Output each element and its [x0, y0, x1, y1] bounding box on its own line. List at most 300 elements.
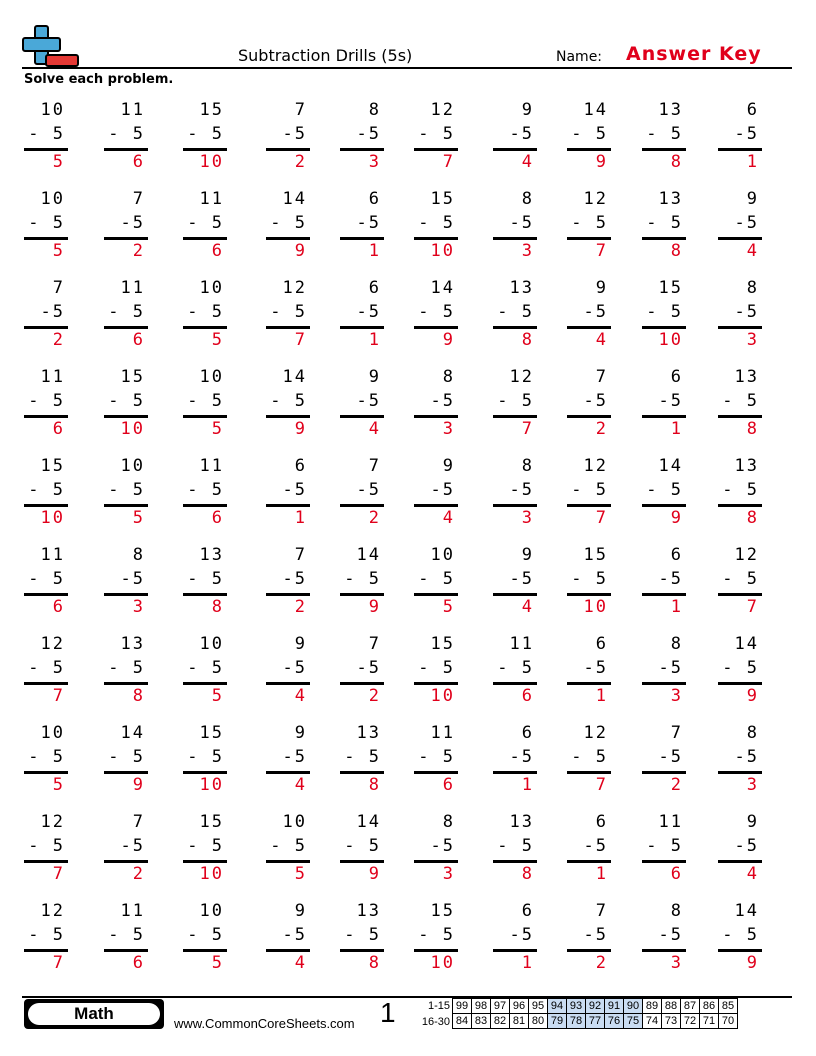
score-cell: 74: [643, 1014, 662, 1029]
score-cell: 73: [662, 1014, 681, 1029]
problem: [24, 189, 68, 269]
minuend: 8: [132, 545, 145, 565]
minuend: 9: [746, 812, 759, 832]
answer: 2: [595, 419, 608, 439]
problem: [266, 456, 310, 536]
subtrahend: - 5: [187, 925, 224, 945]
minuend: 10: [199, 634, 224, 654]
problem: [183, 278, 227, 358]
answer-line: [414, 860, 458, 863]
answer: 5: [211, 953, 224, 973]
minuend: 11: [120, 100, 145, 120]
minuend: 12: [40, 812, 65, 832]
minuend: 8: [521, 189, 534, 209]
minuend: 12: [509, 367, 534, 387]
minuend: 10: [199, 367, 224, 387]
subtrahend: - 5: [646, 480, 683, 500]
problem: [493, 812, 537, 892]
subtrahend: - 5: [108, 124, 145, 144]
answer-line: [718, 415, 762, 418]
subtrahend: - 5: [28, 569, 65, 589]
problem: [340, 367, 384, 447]
subtrahend: - 5: [187, 480, 224, 500]
minuend: 9: [294, 901, 307, 921]
answer: 8: [670, 241, 683, 261]
minuend: 8: [521, 456, 534, 476]
answer-line: [340, 949, 384, 952]
subtrahend: - 5: [722, 391, 759, 411]
problem: [493, 456, 537, 536]
problem: [718, 456, 762, 536]
problem: [493, 100, 537, 180]
problem: [104, 456, 148, 536]
subtrahend: -5: [509, 124, 534, 144]
answer: 8: [521, 864, 534, 884]
subtrahend: - 5: [418, 124, 455, 144]
answer-line: [266, 148, 310, 151]
answer-line: [567, 771, 611, 774]
answer-line: [183, 237, 227, 240]
score-cell: 94: [548, 999, 567, 1014]
problem: [567, 901, 611, 981]
answer: 7: [294, 330, 307, 350]
subtrahend: - 5: [646, 124, 683, 144]
score-cell: 93: [567, 999, 586, 1014]
answer-line: [493, 949, 537, 952]
answer: 2: [294, 597, 307, 617]
score-cell: 72: [681, 1014, 700, 1029]
minuend: 10: [199, 901, 224, 921]
subtrahend: -5: [282, 747, 307, 767]
minuend: 12: [583, 456, 608, 476]
subtrahend: - 5: [571, 747, 608, 767]
minuend: 11: [40, 367, 65, 387]
minuend: 11: [120, 901, 145, 921]
score-cell: 91: [605, 999, 624, 1014]
answer-line: [104, 860, 148, 863]
answer-line: [104, 415, 148, 418]
subtrahend: - 5: [108, 302, 145, 322]
score-cell: 98: [472, 999, 491, 1014]
answer-line: [414, 593, 458, 596]
minuend: 6: [595, 812, 608, 832]
answer-line: [642, 949, 686, 952]
answer-line: [414, 949, 458, 952]
score-cell: 78: [567, 1014, 586, 1029]
answer: 3: [442, 864, 455, 884]
subtrahend: -5: [430, 391, 455, 411]
score-row: [453, 1014, 738, 1029]
subtrahend: - 5: [187, 569, 224, 589]
answer: 6: [52, 597, 65, 617]
problem: [493, 278, 537, 358]
answer: 1: [595, 864, 608, 884]
problem: [340, 189, 384, 269]
answer-line: [718, 326, 762, 329]
answer: 9: [746, 953, 759, 973]
answer: 10: [120, 419, 145, 439]
answer-line: [266, 326, 310, 329]
subtrahend: - 5: [497, 836, 534, 856]
subtrahend: - 5: [571, 124, 608, 144]
answer-line: [718, 237, 762, 240]
subtrahend: - 5: [418, 658, 455, 678]
problem: [183, 100, 227, 180]
subtrahend: -5: [583, 658, 608, 678]
subtrahend: - 5: [108, 658, 145, 678]
subtrahend: - 5: [722, 569, 759, 589]
answer-line: [104, 593, 148, 596]
minuend: 6: [670, 545, 683, 565]
subtrahend: - 5: [28, 658, 65, 678]
subtrahend: - 5: [108, 925, 145, 945]
problem: [642, 634, 686, 714]
answer-line: [340, 682, 384, 685]
answer: 8: [670, 152, 683, 172]
problem: [493, 634, 537, 714]
answer: 7: [595, 241, 608, 261]
score-cell: 89: [643, 999, 662, 1014]
minuend: 11: [120, 278, 145, 298]
minuend: 14: [282, 189, 307, 209]
answer: 10: [199, 775, 224, 795]
minuend: 15: [199, 812, 224, 832]
minuend: 7: [132, 812, 145, 832]
answer-line: [266, 415, 310, 418]
problem: [493, 723, 537, 803]
answer: 5: [211, 686, 224, 706]
answer-line: [266, 237, 310, 240]
minuend: 9: [294, 634, 307, 654]
subtrahend: - 5: [270, 836, 307, 856]
problem: [567, 189, 611, 269]
problem: [642, 189, 686, 269]
problem: [642, 901, 686, 981]
subtrahend: - 5: [108, 391, 145, 411]
page-number: 1: [380, 997, 396, 1028]
problem: [104, 278, 148, 358]
problem: [104, 545, 148, 625]
subtrahend: -5: [282, 480, 307, 500]
subtrahend: - 5: [418, 302, 455, 322]
minuend: 15: [120, 367, 145, 387]
subtrahend: -5: [509, 925, 534, 945]
problem: [104, 901, 148, 981]
minuend: 11: [40, 545, 65, 565]
minuend: 11: [658, 812, 683, 832]
minuend: 10: [40, 189, 65, 209]
problem: [24, 278, 68, 358]
problem: [266, 100, 310, 180]
problem: [340, 456, 384, 536]
answer: 3: [670, 686, 683, 706]
subtrahend: -5: [120, 213, 145, 233]
problem: [24, 634, 68, 714]
problem: [718, 189, 762, 269]
answer: 8: [132, 686, 145, 706]
answer: 1: [595, 686, 608, 706]
answer: 7: [52, 686, 65, 706]
answer-line: [24, 148, 68, 151]
answer: 10: [430, 241, 455, 261]
problem: [104, 723, 148, 803]
problem: [414, 278, 458, 358]
answer-line: [24, 326, 68, 329]
answer: 7: [521, 419, 534, 439]
score-row: [453, 999, 738, 1014]
problem: [642, 723, 686, 803]
minuend: 13: [658, 189, 683, 209]
score-cell: 80: [529, 1014, 548, 1029]
answer-line: [567, 504, 611, 507]
subtrahend: - 5: [571, 480, 608, 500]
minuend: 14: [583, 100, 608, 120]
answer: 5: [211, 419, 224, 439]
subtrahend: -5: [40, 302, 65, 322]
problem: [493, 189, 537, 269]
problem: [414, 456, 458, 536]
answer-line: [266, 504, 310, 507]
minuend: 12: [282, 278, 307, 298]
score-cell: 85: [719, 999, 738, 1014]
answer-line: [493, 415, 537, 418]
problem: [24, 812, 68, 892]
problem: [567, 278, 611, 358]
minuend: 6: [595, 634, 608, 654]
problem: [266, 367, 310, 447]
answer: 8: [521, 330, 534, 350]
subtrahend: - 5: [187, 836, 224, 856]
problem: [414, 634, 458, 714]
answer: 6: [521, 686, 534, 706]
answer-line: [24, 860, 68, 863]
answer: 4: [294, 775, 307, 795]
minuend: 8: [368, 100, 381, 120]
problem: [414, 367, 458, 447]
subtrahend: - 5: [108, 747, 145, 767]
minuend: 13: [734, 456, 759, 476]
answer: 4: [595, 330, 608, 350]
subtrahend: -5: [356, 124, 381, 144]
subtrahend: -5: [658, 925, 683, 945]
answer: 6: [442, 775, 455, 795]
answer-line: [104, 949, 148, 952]
problem: [340, 812, 384, 892]
answer-line: [340, 326, 384, 329]
answer: 4: [521, 152, 534, 172]
minuend: 8: [746, 723, 759, 743]
problem: [24, 723, 68, 803]
subtrahend: - 5: [571, 569, 608, 589]
problem: [493, 367, 537, 447]
answer: 8: [368, 775, 381, 795]
problem: [24, 545, 68, 625]
answer-key-label: Answer Key: [626, 43, 762, 65]
problem: [567, 812, 611, 892]
problem: [414, 901, 458, 981]
minuend: 14: [658, 456, 683, 476]
problem: [718, 367, 762, 447]
answer-line: [183, 504, 227, 507]
subtrahend: -5: [734, 213, 759, 233]
answer: 2: [52, 330, 65, 350]
problem: [24, 901, 68, 981]
minuend: 13: [734, 367, 759, 387]
answer: 7: [442, 152, 455, 172]
score-cell: 90: [624, 999, 643, 1014]
answer: 9: [746, 686, 759, 706]
minuend: 7: [294, 545, 307, 565]
answer-line: [183, 860, 227, 863]
answer: 4: [368, 419, 381, 439]
minuend: 7: [595, 367, 608, 387]
subtrahend: -5: [356, 658, 381, 678]
minuend: 7: [368, 634, 381, 654]
problem: [567, 723, 611, 803]
minuend: 10: [40, 723, 65, 743]
minuend: 6: [670, 367, 683, 387]
subtrahend: -5: [356, 480, 381, 500]
problem: [266, 634, 310, 714]
answer-line: [642, 682, 686, 685]
minuend: 13: [120, 634, 145, 654]
problem: [266, 189, 310, 269]
problem: [414, 812, 458, 892]
minuend: 6: [368, 189, 381, 209]
minuend: 10: [199, 278, 224, 298]
answer: 7: [595, 775, 608, 795]
answer: 6: [132, 152, 145, 172]
answer-line: [493, 237, 537, 240]
score-cell: 87: [681, 999, 700, 1014]
answer: 3: [368, 152, 381, 172]
subtrahend: -5: [356, 302, 381, 322]
minuend: 13: [356, 901, 381, 921]
problem: [340, 545, 384, 625]
minuend: 11: [199, 189, 224, 209]
subtrahend: -5: [282, 925, 307, 945]
minuend: 6: [368, 278, 381, 298]
answer: 4: [746, 241, 759, 261]
minuend: 14: [356, 545, 381, 565]
score-cell: 70: [719, 1014, 738, 1029]
instructions: Solve each problem.: [24, 72, 174, 87]
minuend: 7: [368, 456, 381, 476]
minuend: 9: [595, 278, 608, 298]
minuend: 13: [199, 545, 224, 565]
answer: 2: [670, 775, 683, 795]
score-cell: 99: [453, 999, 472, 1014]
answer: 9: [294, 419, 307, 439]
score-cell: 88: [662, 999, 681, 1014]
subtrahend: - 5: [270, 213, 307, 233]
minuend: 13: [356, 723, 381, 743]
answer: 4: [746, 864, 759, 884]
answer-line: [24, 771, 68, 774]
answer-line: [567, 682, 611, 685]
answer: 6: [52, 419, 65, 439]
score-label-row1: 1-15: [427, 1000, 450, 1012]
subtrahend: -5: [282, 569, 307, 589]
answer-line: [567, 860, 611, 863]
answer-line: [340, 415, 384, 418]
answer: 8: [211, 597, 224, 617]
subtrahend: -5: [583, 302, 608, 322]
answer: 2: [132, 241, 145, 261]
subtrahend: -5: [120, 569, 145, 589]
answer: 6: [211, 241, 224, 261]
score-table: [452, 998, 738, 1029]
minuend: 13: [509, 812, 534, 832]
subtrahend: - 5: [497, 391, 534, 411]
score-cell: 86: [700, 999, 719, 1014]
answer: 1: [294, 508, 307, 528]
answer: 10: [658, 330, 683, 350]
answer: 3: [442, 419, 455, 439]
subtrahend: - 5: [418, 925, 455, 945]
answer: 9: [670, 508, 683, 528]
problem: [104, 367, 148, 447]
answer-line: [24, 593, 68, 596]
subtrahend: - 5: [187, 124, 224, 144]
answer-line: [183, 415, 227, 418]
minuend: 12: [430, 100, 455, 120]
answer: 10: [583, 597, 608, 617]
problem: [183, 634, 227, 714]
answer-line: [414, 771, 458, 774]
answer: 1: [521, 775, 534, 795]
minuend: 15: [583, 545, 608, 565]
answer: 3: [132, 597, 145, 617]
subtrahend: -5: [583, 925, 608, 945]
score-cell: 77: [586, 1014, 605, 1029]
minuend: 8: [670, 634, 683, 654]
problem: [340, 723, 384, 803]
answer: 5: [52, 241, 65, 261]
answer: 6: [132, 330, 145, 350]
answer: 1: [521, 953, 534, 973]
answer-line: [104, 771, 148, 774]
subtrahend: - 5: [28, 836, 65, 856]
subtrahend: - 5: [28, 213, 65, 233]
subtrahend: -5: [282, 124, 307, 144]
answer: 9: [368, 597, 381, 617]
answer-line: [24, 949, 68, 952]
subtrahend: -5: [658, 569, 683, 589]
problem: [642, 367, 686, 447]
answer: 2: [294, 152, 307, 172]
minuend: 10: [120, 456, 145, 476]
problem: [414, 100, 458, 180]
subtrahend: - 5: [187, 391, 224, 411]
minuend: 9: [294, 723, 307, 743]
subtrahend: -5: [734, 124, 759, 144]
answer: 5: [52, 775, 65, 795]
problem: [183, 367, 227, 447]
answer-line: [642, 237, 686, 240]
minuend: 7: [595, 901, 608, 921]
answer: 5: [211, 330, 224, 350]
answer: 10: [40, 508, 65, 528]
answer-line: [183, 771, 227, 774]
minuend: 15: [430, 634, 455, 654]
subtrahend: -5: [658, 658, 683, 678]
answer: 1: [368, 330, 381, 350]
subtrahend: - 5: [270, 391, 307, 411]
minuend: 8: [442, 367, 455, 387]
subtrahend: - 5: [497, 658, 534, 678]
subtrahend: -5: [509, 480, 534, 500]
